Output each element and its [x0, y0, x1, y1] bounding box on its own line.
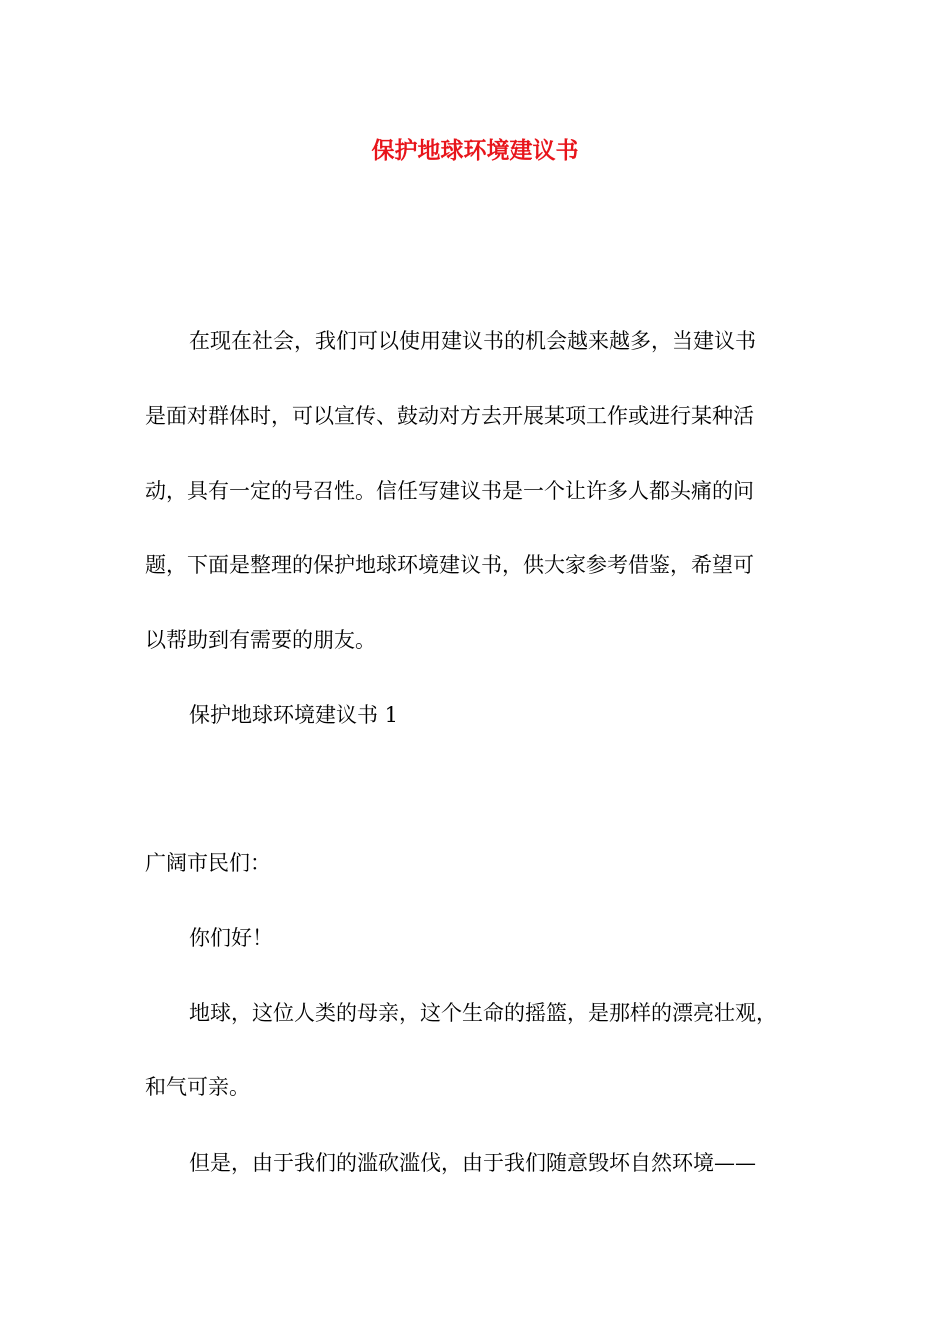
- body-line-2: 和气可亲。: [145, 1075, 250, 1099]
- intro-line-2: 是面对群体时，可以宣传、鼓动对方去开展某项工作或进行某种活: [145, 404, 754, 428]
- intro-line-5: 以帮助到有需要的朋友。: [145, 628, 376, 652]
- intro-line-3: 动，具有一定的号召性。信任写建议书是一个让许多人都头痛的问: [145, 479, 754, 503]
- body-line-3: 但是，由于我们的滥砍滥伐，由于我们随意毁坏自然环境——: [189, 1151, 756, 1175]
- intro-line-1: 在现在社会，我们可以使用建议书的机会越来越多，当建议书: [189, 329, 756, 353]
- intro-line-4: 题，下面是整理的保护地球环境建议书，供大家参考借鉴，希望可: [145, 553, 754, 577]
- greeting: 你们好！: [189, 926, 273, 950]
- section-heading: 保护地球环境建议书 1: [189, 703, 399, 727]
- document-title: 保护地球环境建议书: [371, 137, 579, 164]
- salutation: 广阔市民们：: [145, 851, 271, 875]
- body-line-1: 地球，这位人类的母亲，这个生命的摇篮，是那样的漂亮壮观，: [189, 1001, 777, 1025]
